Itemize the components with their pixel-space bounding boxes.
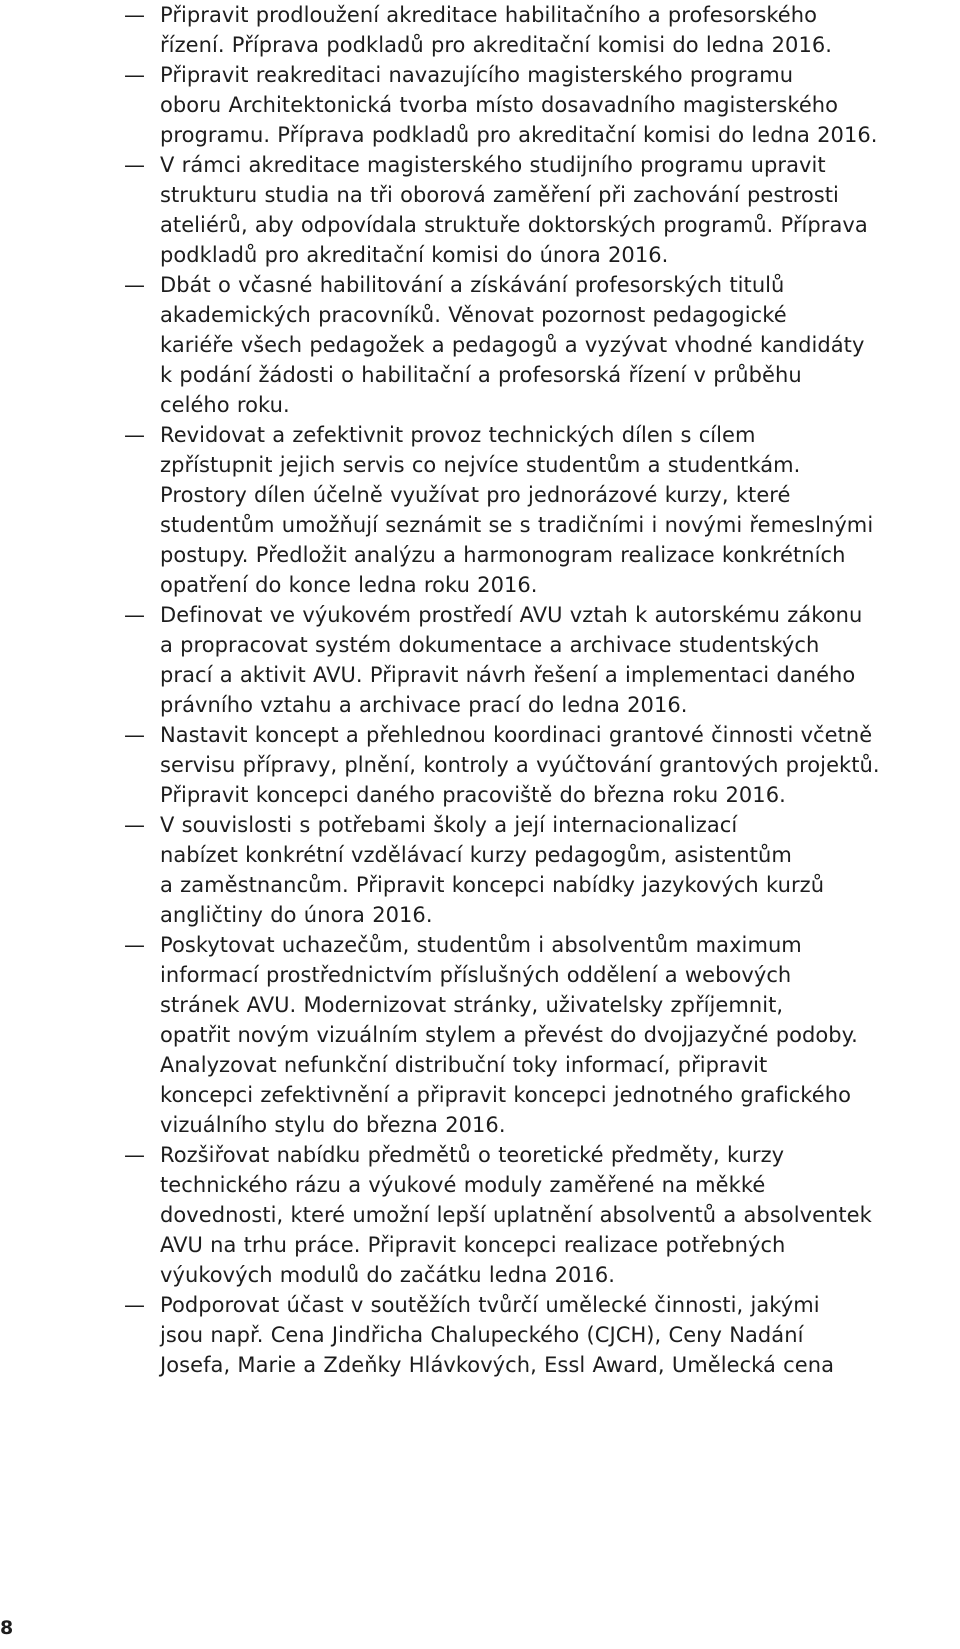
list-item-text-line: dovednosti, které umožní lepší uplatnění absolventů a absolventek (160, 1203, 872, 1227)
list-item (0, 1290, 960, 1380)
list-item-text-line: Připravit prodloužení akreditace habilitačního a profesorského (160, 3, 818, 27)
list-item-text-line: informací prostřednictvím příslušných oddělení a webových (160, 963, 792, 987)
list-item-text-line: právního vztahu a archivace prací do ledna 2016. (160, 693, 688, 717)
list-item-text-line: Prostory dílen účelně využívat pro jednorázové kurzy, které (160, 483, 791, 507)
list-item-text-line: technického rázu a výukové moduly zaměřené na měkké (160, 1173, 766, 1197)
list-item (0, 1140, 960, 1290)
list-item-text-line: studentům umožňují seznámit se s tradičními i novými řemeslnými (160, 513, 874, 537)
bullet-dash: — (124, 423, 146, 447)
list-item (0, 930, 960, 1140)
list-item-text-line: oboru Architektonická tvorba místo dosavadního magisterského (160, 93, 839, 117)
list-item-text-line: Nastavit koncept a přehlednou koordinaci grantové činnosti včetně (160, 723, 873, 747)
list-item-text-line: kariéře všech pedagožek a pedagogů a vyzývat vhodné kandidáty (160, 333, 865, 357)
list-item-text-line: opatřit novým vizuálním stylem a převést do dvojjazyčné podoby. (160, 1023, 858, 1047)
bullet-dash: — (124, 723, 146, 747)
bullet-dash: — (124, 1143, 146, 1167)
list-item (0, 150, 960, 270)
list-item (0, 270, 960, 420)
list-item-text-line: podkladů pro akreditační komisi do února 2016. (160, 243, 669, 267)
list-item (0, 0, 960, 60)
list-item-text-line: koncepci zefektivnění a připravit koncepci jednotného grafického (160, 1083, 851, 1107)
list-item (0, 600, 960, 720)
list-item-text-line: nabízet konkrétní vzdělávací kurzy pedagogům, asistentům (160, 843, 792, 867)
bullet-dash: — (124, 3, 146, 27)
list-item-text-line: prací a aktivit AVU. Připravit návrh řešení a implementaci daného (160, 663, 856, 687)
bullet-dash: — (124, 933, 146, 957)
list-item-text-line: programu. Příprava podkladů pro akreditační komisi do ledna 2016. (160, 123, 878, 147)
list-item (0, 420, 960, 600)
list-item-text-line: Podporovat účast v soutěžích tvůrčí umělecké činnosti, jakými (160, 1293, 820, 1317)
page-number: 8 (0, 1617, 14, 1639)
list-item-text-line: strukturu studia na tři oborová zaměření při zachování pestrosti (160, 183, 839, 207)
list-item-text-line: výukových modulů do začátku ledna 2016. (160, 1263, 615, 1287)
list-item-text-line: Připravit reakreditaci navazujícího magisterského programu (160, 63, 794, 87)
list-item-text-line: akademických pracovníků. Věnovat pozornost pedagogické (160, 303, 787, 327)
list-item-text-line: jsou např. Cena Jindřicha Chalupeckého (CJCH), Ceny Nadání (160, 1323, 804, 1347)
list-item (0, 810, 960, 930)
bullet-dash: — (124, 153, 146, 177)
list-item-text-line: AVU na trhu práce. Připravit koncepci realizace potřebných (160, 1233, 786, 1257)
list-item-text-line: Dbát o včasné habilitování a získávání profesorských titulů (160, 273, 785, 297)
list-item-text-line: Revidovat a zefektivnit provoz technických dílen s cílem (160, 423, 756, 447)
list-item-text-line: a propracovat systém dokumentace a archivace studentských (160, 633, 820, 657)
bullet-dash: — (124, 63, 146, 87)
list-item-text-line: k podání žádosti o habilitační a profesorská řízení v průběhu (160, 363, 802, 387)
list-item (0, 720, 960, 810)
list-item (0, 60, 960, 150)
list-item-text-line: angličtiny do února 2016. (160, 903, 433, 927)
list-item-text-line: V souvislosti s potřebami školy a její internacionalizací (160, 813, 738, 837)
bullet-dash: — (124, 813, 146, 837)
list-item-text-line: servisu přípravy, plnění, kontroly a vyúčtování grantových projektů. (160, 753, 880, 777)
bullet-dash: — (124, 1293, 146, 1317)
bullet-dash: — (124, 273, 146, 297)
list-item-text-line: ateliérů, aby odpovídala struktuře doktorských programů. Příprava (160, 213, 868, 237)
list-item-text-line: Definovat ve výukovém prostředí AVU vztah k autorskému zákonu (160, 603, 863, 627)
list-item-text-line: Rozšiřovat nabídku předmětů o teoretické předměty, kurzy (160, 1143, 785, 1167)
list-item-text-line: řízení. Příprava podkladů pro akreditační komisi do ledna 2016. (160, 33, 833, 57)
list-item-text-line: vizuálního stylu do března 2016. (160, 1113, 506, 1137)
list-item-text-line: V rámci akreditace magisterského studijního programu upravit (160, 153, 826, 177)
list-item-text-line: Analyzovat nefunkční distribuční toky informací, připravit (160, 1053, 768, 1077)
list-item-text-line: celého roku. (160, 393, 290, 417)
list-item-text-line: zpřístupnit jejich servis co nejvíce studentům a studentkám. (160, 453, 801, 477)
list-item-text-line: Poskytovat uchazečům, studentům i absolventům maximum (160, 933, 802, 957)
list-item-text-line: Připravit koncepci daného pracoviště do března roku 2016. (160, 783, 786, 807)
list-item-text-line: postupy. Předložit analýzu a harmonogram realizace konkrétních (160, 543, 846, 567)
list-item-text-line: Josefa, Marie a Zdeňky Hlávkových, Essl Award, Umělecká cena (160, 1353, 835, 1377)
list-item-text-line: stránek AVU. Modernizovat stránky, uživatelsky zpříjemnit, (160, 993, 784, 1017)
list-item-text-line: opatření do konce ledna roku 2016. (160, 573, 538, 597)
list-item-text-line: a zaměstnancům. Připravit koncepci nabídky jazykových kurzů (160, 873, 825, 897)
bullet-dash: — (124, 603, 146, 627)
